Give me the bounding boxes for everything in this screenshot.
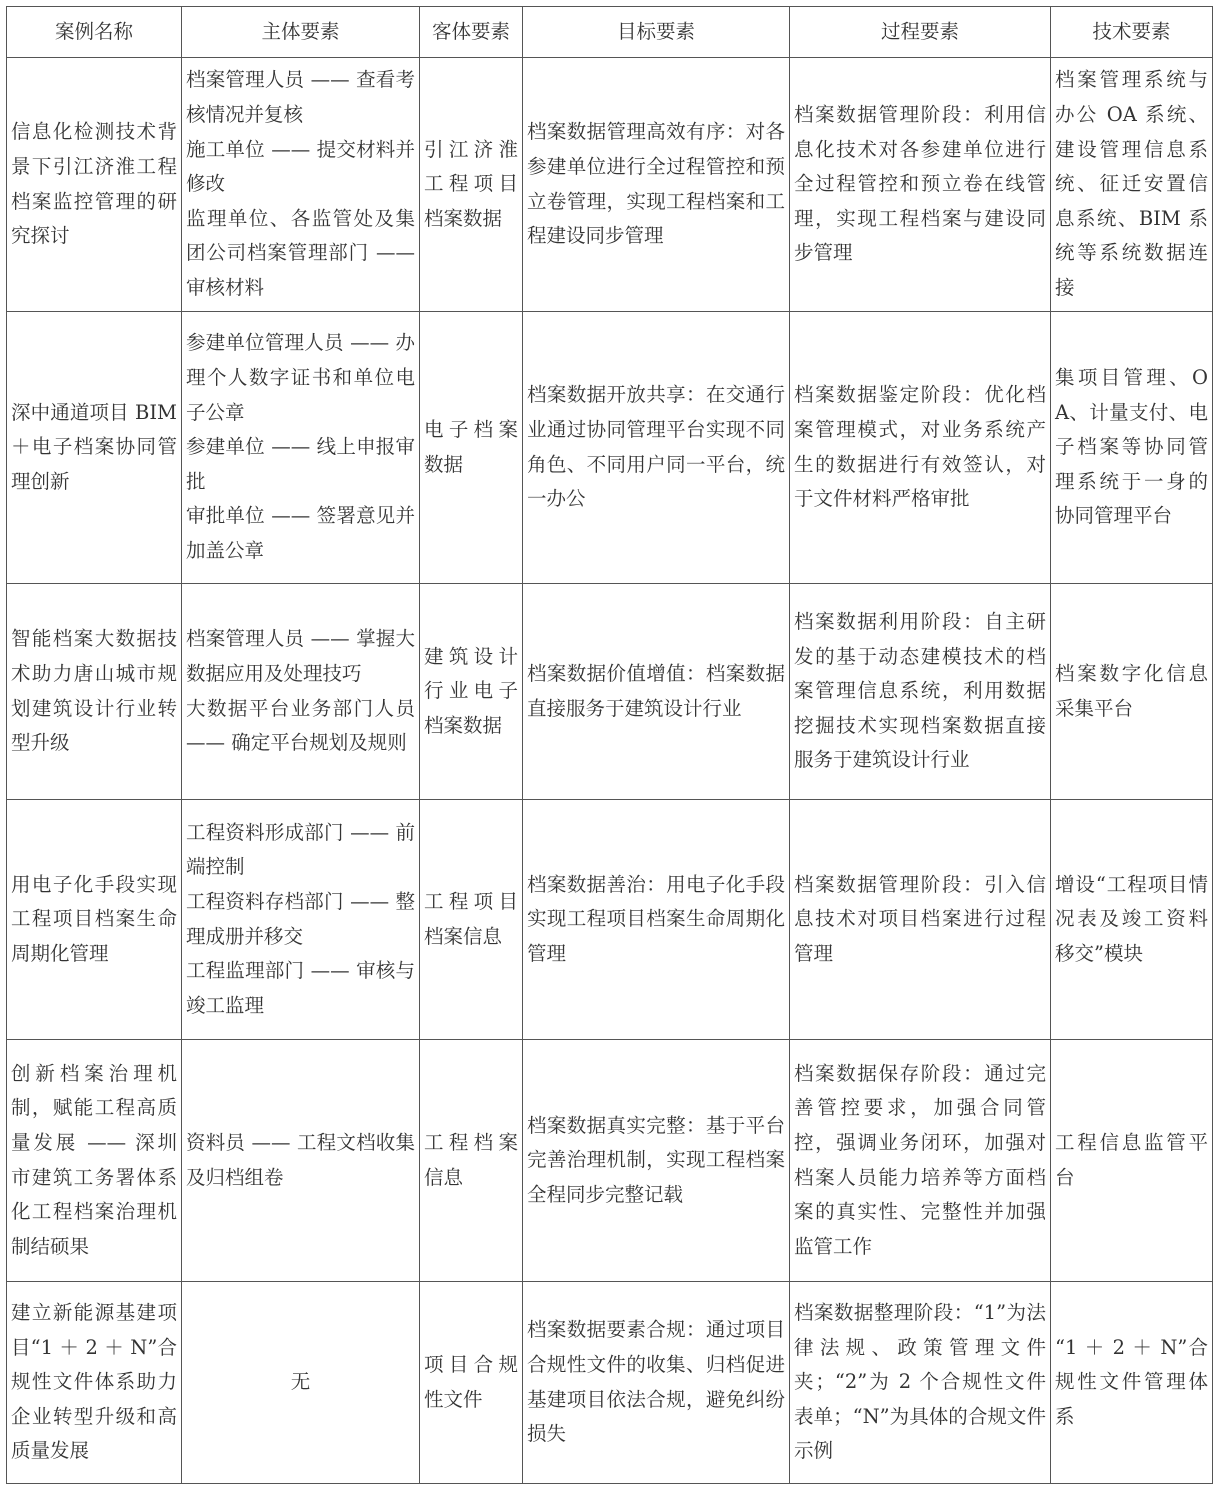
process-cell: 档案数据利用阶段：自主研发的基于动态建模技术的档案管理信息系统，利用数据挖掘技术实现档案数据直接服务于建筑设计行业 — [790, 584, 1051, 800]
object-cell: 建筑设计行业电子档案数据 — [420, 584, 523, 800]
case-name-cell: 创新档案治理机制，赋能工程高质量发展 —— 深圳市建筑工务署体系化工程档案治理机制结硕果 — [7, 1040, 182, 1282]
goal-cell: 档案数据价值增值：档案数据直接服务于建筑设计行业 — [523, 584, 790, 800]
subject-cell — [182, 1040, 420, 1282]
subject-line: 无 — [290, 1370, 311, 1394]
case-name-cell: 建立新能源基建项目“1 ＋ 2 ＋ N”合规性文件体系助力企业转型升级和高质量发展 — [7, 1282, 182, 1484]
subject-line: 审批单位 —— 签署意见并加盖公章 — [186, 504, 415, 562]
subject-cell — [182, 584, 420, 800]
subject-cell — [182, 1282, 420, 1484]
table-row — [7, 312, 1213, 584]
tech-cell: “1 ＋ 2 ＋ N”合规性文件管理体系 — [1051, 1282, 1213, 1484]
tech-cell: 工程信息监管平台 — [1051, 1040, 1213, 1282]
header-goal: 目标要素 — [523, 7, 790, 58]
table-row — [7, 1040, 1213, 1282]
goal-cell: 档案数据管理高效有序：对各参建单位进行全过程管控和预立卷管理，实现工程档案和工程建设同步管理 — [523, 58, 790, 312]
object-cell: 工程项目档案信息 — [420, 800, 523, 1040]
subject-line: 工程资料形成部门 —— 前端控制 — [186, 820, 415, 879]
process-cell: 档案数据鉴定阶段：优化档案管理模式，对业务系统产生的数据进行有效签认，对于文件材料严格审批 — [790, 312, 1051, 584]
table-row — [7, 58, 1213, 312]
subject-line: 参建单位 —— 线上申报审批 — [186, 435, 415, 493]
process-cell: 档案数据保存阶段：通过完善管控要求，加强合同管控，强调业务闭环，加强对档案人员能力培养等方面档案的真实性、完整性并加强监管工作 — [790, 1040, 1051, 1282]
tech-cell: 集项目管理、OA、计量支付、电子档案等协同管理系统于一身的协同管理平台 — [1051, 312, 1213, 584]
header-case-name: 案例名称 — [7, 7, 182, 58]
goal-cell: 档案数据要素合规：通过项目合规性文件的收集、归档促进基建项目依法合规，避免纠纷损失 — [523, 1282, 790, 1484]
subject-line: 档案管理人员 —— 查看考核情况并复核 — [186, 68, 415, 127]
tech-cell: 档案数字化信息采集平台 — [1051, 584, 1213, 800]
object-cell: 引江济淮工程项目档案数据 — [420, 58, 523, 312]
header-subject: 主体要素 — [182, 7, 420, 58]
table-row — [7, 584, 1213, 800]
subject-line: 大数据平台业务部门人员 —— 确定平台规划及规则 — [186, 696, 415, 755]
header-row — [7, 7, 1213, 58]
object-cell: 项目合规性文件 — [420, 1282, 523, 1484]
header-process: 过程要素 — [790, 7, 1051, 58]
table-row — [7, 800, 1213, 1040]
case-name-cell: 智能档案大数据技术助力唐山城市规划建筑设计行业转型升级 — [7, 584, 182, 800]
header-tech: 技术要素 — [1051, 7, 1213, 58]
tech-cell: 增设“工程项目情况表及竣工资料移交”模块 — [1051, 800, 1213, 1040]
subject-cell — [182, 312, 420, 584]
goal-cell: 档案数据真实完整：基于平台完善治理机制，实现工程档案全程同步完整记载 — [523, 1040, 790, 1282]
case-name-cell: 深中通道项目 BIM ＋电子档案协同管理创新 — [7, 312, 182, 584]
goal-cell: 档案数据善治：用电子化手段实现工程项目档案生命周期化管理 — [523, 800, 790, 1040]
header-object: 客体要素 — [420, 7, 523, 58]
subject-line: 施工单位 —— 提交材料并修改 — [186, 137, 415, 196]
case-name-cell: 信息化检测技术背景下引江济淮工程档案监控管理的研究探讨 — [7, 58, 182, 312]
process-cell: 档案数据整理阶段：“1”为法律法规、政策管理文件夹；“2”为 2 个合规性文件表单；“N”为具体的合规文件示例 — [790, 1282, 1051, 1484]
table-row — [7, 1282, 1213, 1484]
tech-cell: 档案管理系统与办公 OA 系统、建设管理信息系统、征迁安置信息系统、BIM 系统等系统数据连接 — [1051, 58, 1213, 312]
subject-line: 档案管理人员 —— 掌握大数据应用及处理技巧 — [186, 627, 415, 685]
case-name-cell: 用电子化手段实现工程项目档案生命周期化管理 — [7, 800, 182, 1040]
case-elements-table — [6, 6, 1213, 1484]
object-cell: 工程档案信息 — [420, 1040, 523, 1282]
subject-cell — [182, 800, 420, 1040]
subject-line: 参建单位管理人员 —— 办理个人数字证书和单位电子公章 — [186, 331, 415, 424]
process-cell: 档案数据管理阶段：利用信息化技术对各参建单位进行全过程管控和预立卷在线管理，实现工程档案与建设同步管理 — [790, 58, 1051, 312]
object-cell: 电子档案数据 — [420, 312, 523, 584]
subject-line: 工程监理部门 —— 审核与竣工监理 — [186, 959, 415, 1017]
subject-line: 监理单位、各监管处及集团公司档案管理部门 —— 审核材料 — [186, 206, 415, 299]
subject-line: 资料员 —— 工程文档收集及归档组卷 — [186, 1130, 415, 1189]
subject-line: 工程资料存档部门 —— 整理成册并移交 — [186, 889, 415, 948]
subject-cell — [182, 58, 420, 312]
goal-cell: 档案数据开放共享：在交通行业通过协同管理平台实现不同角色、不同用户同一平台，统一办公 — [523, 312, 790, 584]
process-cell: 档案数据管理阶段：引入信息技术对项目档案进行过程管理 — [790, 800, 1051, 1040]
